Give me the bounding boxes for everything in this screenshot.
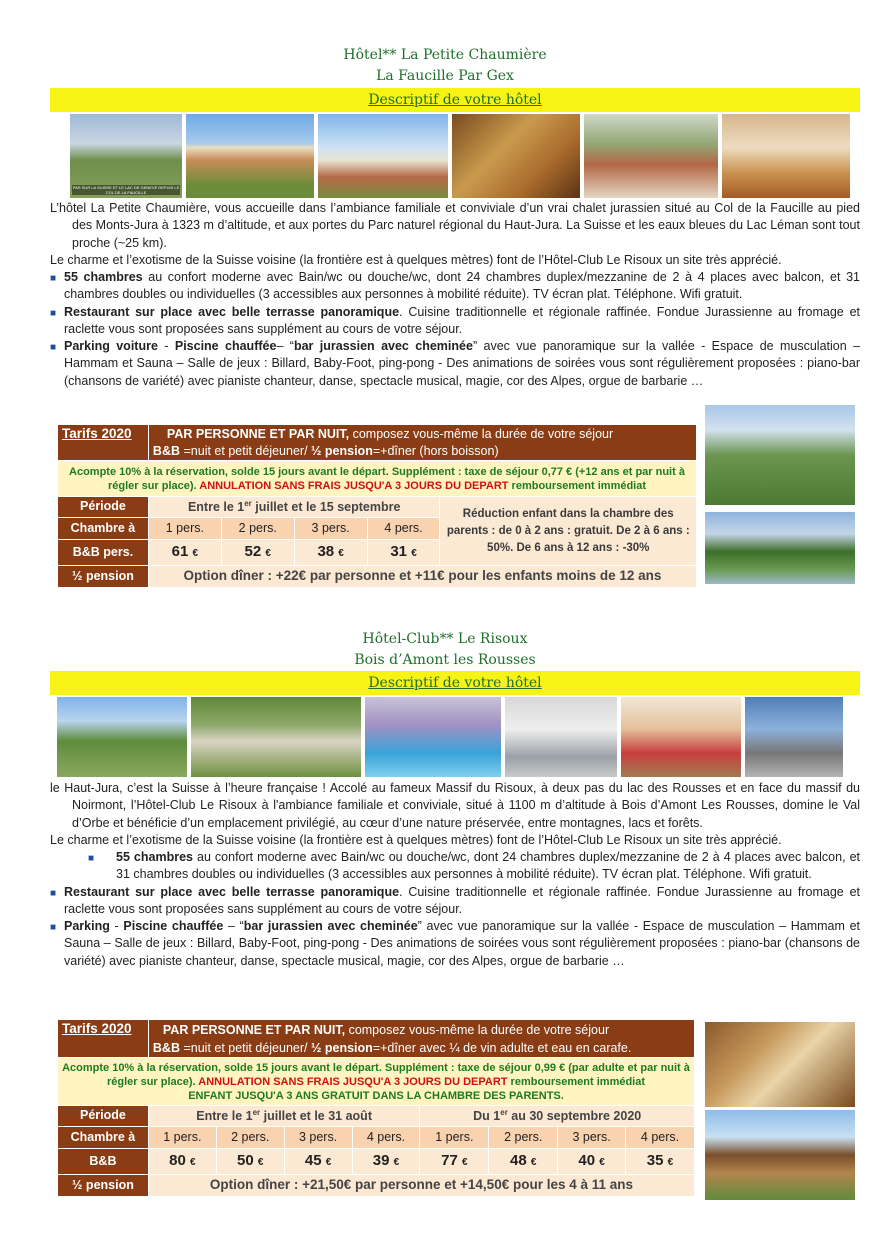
photo-gym [505,697,617,777]
photo-wood-chalet [705,1110,855,1200]
hotel2-bb-label: B&B [58,1149,149,1175]
hotel1-bullet-rooms: ■ 55 chambres au confort moderne avec Bain/wc ou douche/wc, dont 24 chambres duplex/mezzanine de 2 à 4 places avec balcon, et 31 chambres doubles ou individuelles (3 accessibles aux personnes à mobilité réduite). TV écran plat. Téléphone. Wifi gratuit. [50,270,860,302]
hotel1-price-1: 61 € [148,540,221,566]
hotel2-title: Hôtel-Club** Le Risoux [362,631,528,647]
hotel1-price-2: 52 € [221,540,294,566]
photo-lake [705,512,855,584]
hotel1-tarifs-label: Tarifs 2020 [58,425,149,461]
hotel2-location: Bois d’Amont les Rousses [354,652,536,668]
hotel2-photo-strip [57,697,843,777]
hotel1-conditions: Acompte 10% à la réservation, solde 15 jours avant le départ. Supplément : taxe de séjour 0,77 € (+12 ans et par nuit à régler sur place). ANNULATION SANS FRAIS JUSQU'A 3 JOURS DU DEPART remboursement immédiat [58,461,697,497]
hotel1-bb-label: B&B pers. [58,540,149,566]
hotel1-periode-label: Période [58,497,149,518]
hotel1-location: La Faucille Par Gex [376,68,514,84]
photo-hotel-building [191,697,361,777]
hotel2-description [50,780,860,970]
photo-hikers [705,405,855,505]
hotel2-tariff-table [57,1019,695,1197]
hotel1-banner: Descriptif de votre hôtel [50,88,860,112]
hotel1-intro: L’hôtel La Petite Chaumière, vous accueille dans l’ambiance familiale et conviviale d’un vrai chalet jurassien situé au Col de la Faucille au pied des Monts-Jura à 1323 m d’altitude, et aux portes du Parc naturel régional du Haut-Jura. La Suisse et les eaux bleues du Lac Léman sont tout proche (~25 km). [50,201,860,250]
hotel2-room-1: 1 pers. [148,1127,216,1149]
hotel2-room-2: 2 pers. [216,1127,284,1149]
hotel1-periode: Entre le 1er juillet et le 15 septembre [148,497,440,518]
hotel1-description [50,200,860,390]
photo-interior [745,697,843,777]
hotel2-bullet-restaurant: ■ Restaurant sur place avec belle terrasse panoramique. Cuisine traditionnelle et régionale raffinée. Fondue Jurassienne au fromage et raclette vous sont proposées sans supplément au cours de votre séjour. [50,884,860,916]
hotel1-option-diner: Option dîner : +22€ par personne et +11€ pour les enfants moins de 12 ans [148,566,696,588]
hotel1-bullet-restaurant: ■ Restaurant sur place avec belle terrasse panoramique. Cuisine traditionnelle et régionale raffinée. Fondue Jurassienne au fromage et raclette vous sont proposées sans supplément au cours de votre séjour. [50,304,860,336]
hotel2-intro: le Haut-Jura, c’est la Suisse à l’heure française ! Accolé au fameux Massif du Risoux, à deux pas du lac des Rousses et en face du massif du Noirmont, l’Hôtel-Club Le Risoux à l'ambiance familiale et conviviale, situé à 1100 m d’altitude à Bois d’Amont Les Rousses, domine le Val d’Orbe et bénéficie d’un emplacement privilégié, au cœur d’une nature préservée, entre montagnes, lacs et forêts. [50,781,860,830]
hotel2-pension-label: ½ pension [58,1175,149,1197]
hotel1-reduction: Réduction enfant dans la chambre des parents : de 0 à 2 ans : gratuit. De 2 à 6 ans : 50%. De 6 ans à 12 ans : -30% [440,497,697,566]
photo-room [621,697,741,777]
hotel2-periode-label: Période [58,1106,149,1127]
hotel2-charm: Le charme et l’exotisme de la Suisse voisine (la frontière est à quelques mètres) font de l’Hôtel-Club Le Risoux un site très apprécié. [50,832,782,847]
hotel1-price-3: 38 € [294,540,367,566]
hotel2-chambre-label: Chambre à [58,1127,149,1149]
photo-pool [365,697,501,777]
hotel2-price-5: 77 € [420,1149,489,1175]
photo-chalet [186,114,314,198]
hotel1-chambre-label: Chambre à [58,518,149,540]
hotel2-price-1: 80 € [148,1149,216,1175]
hotel2-room-8: 4 pers. [626,1127,695,1149]
photo-village [57,697,187,777]
hotel2-periode-1: Entre le 1er juillet et le 31 août [148,1106,420,1127]
hotel1-photo-strip [70,114,850,198]
hotel2-room-4: 4 pers. [352,1127,420,1149]
hotel2-periode-2: Du 1er au 30 septembre 2020 [420,1106,695,1127]
hotel2-price-7: 40 € [558,1149,626,1175]
hotel2-conditions: Acompte 10% à la réservation, solde 15 jours avant le départ. Supplément : taxe de séjour 0,99 € (par adulte et par nuit à régler sur place). ANNULATION SANS FRAIS JUSQU'A 3 JOURS DU DEPART remboursement immédiat ENFANT JUSQU'A 3 ANS GRATUIT DANS LA CHAMBRE DES PARENTS. [58,1058,695,1106]
hotel1-room-1: 1 pers. [148,518,221,540]
photo-terrace [318,114,448,198]
hotel2-bullet-rooms: ■ 55 chambres au confort moderne avec Bain/wc ou douche/wc, dont 24 chambres duplex/mezzanine de 2 à 4 places avec balcon, et 31 chambres doubles ou individuelles (3 accessibles aux personnes à mobilité réduite). TV écran plat. Téléphone. Wifi gratuit. [88,850,860,882]
hotel1-room-2: 2 pers. [221,518,294,540]
photo-wood-interior [705,1022,855,1107]
hotel2-bullet-facilities: ■ Parking - Piscine chauffée – “bar jurassien avec cheminée” avec vue panoramique sur la vallée - Espace de musculation – Hammam et Sauna – Salle de jeux : Billard, Baby-Foot, ping-pong - Des animations de soirées vous sont régulièrement proposées : piano-bar (chansons de variété) avec pianiste chanteur, danse, spectacle musical, magie, cor des Alpes, orgue de barbarie … [50,919,861,968]
hotel1-bullet-facilities: ■ Parking voiture - Piscine chauffée– “bar jurassien avec cheminée” avec vue panoramique sur la vallée - Espace de musculation – Hammam et Sauna – Salle de jeux : Billard, Baby-Foot, ping-pong - Des animations de soirées vous sont régulièrement proposées : piano-bar (chansons de variété) avec pianiste chanteur, danse, spectacle musical, magie, cor des Alpes, orgue de barbarie … [50,339,861,388]
hotel2-tarifs-header: PAR PERSONNE ET PAR NUIT, composez vous-même la durée de votre séjour B&B =nuit et petit déjeuner/ ½ pension=+dîner avec ¼ de vin adulte et eau en carafe. [148,1020,694,1058]
hotel2-room-3: 3 pers. [284,1127,352,1149]
hotel2-price-4: 39 € [352,1149,420,1175]
hotel2-room-5: 1 pers. [420,1127,489,1149]
hotel2-option-diner: Option dîner : +21,50€ par personne et +14,50€ pour les 4 à 11 ans [148,1175,694,1197]
hotel2-tarifs-label: Tarifs 2020 [58,1020,149,1058]
hotel2-price-3: 45 € [284,1149,352,1175]
hotel2-room-6: 2 pers. [489,1127,558,1149]
hotel2-room-7: 3 pers. [558,1127,626,1149]
hotel2-price-6: 48 € [489,1149,558,1175]
photo-valley-view: PAR SUR LA SUISSE ET LE LAC DE GENEVE DEPUIS LE COL DE LA FAUCILLE [70,114,182,198]
hotel1-price-4: 31 € [367,540,440,566]
hotel1-tariff-table [57,424,697,588]
hotel1-charm: Le charme et l’exotisme de la Suisse voisine (la frontière est à quelques mètres) font de l’Hôtel-Club Le Risoux un site très apprécié. [50,252,782,267]
photo-restaurant [584,114,718,198]
hotel1-pension-label: ½ pension [58,566,149,588]
hotel2-price-2: 50 € [216,1149,284,1175]
hotel1-tarifs-header: PAR PERSONNE ET PAR NUIT, composez vous-même la durée de votre séjour B&B =nuit et petit déjeuner/ ½ pension=+dîner (hors boisson) [148,425,696,461]
hotel1-title: Hôtel** La Petite Chaumière [343,47,547,63]
photo-bar [452,114,580,198]
photo-bedroom [722,114,850,198]
hotel2-price-8: 35 € [626,1149,695,1175]
hotel1-room-4: 4 pers. [367,518,440,540]
hotel2-banner: Descriptif de votre hôtel [50,671,860,695]
hotel1-room-3: 3 pers. [294,518,367,540]
